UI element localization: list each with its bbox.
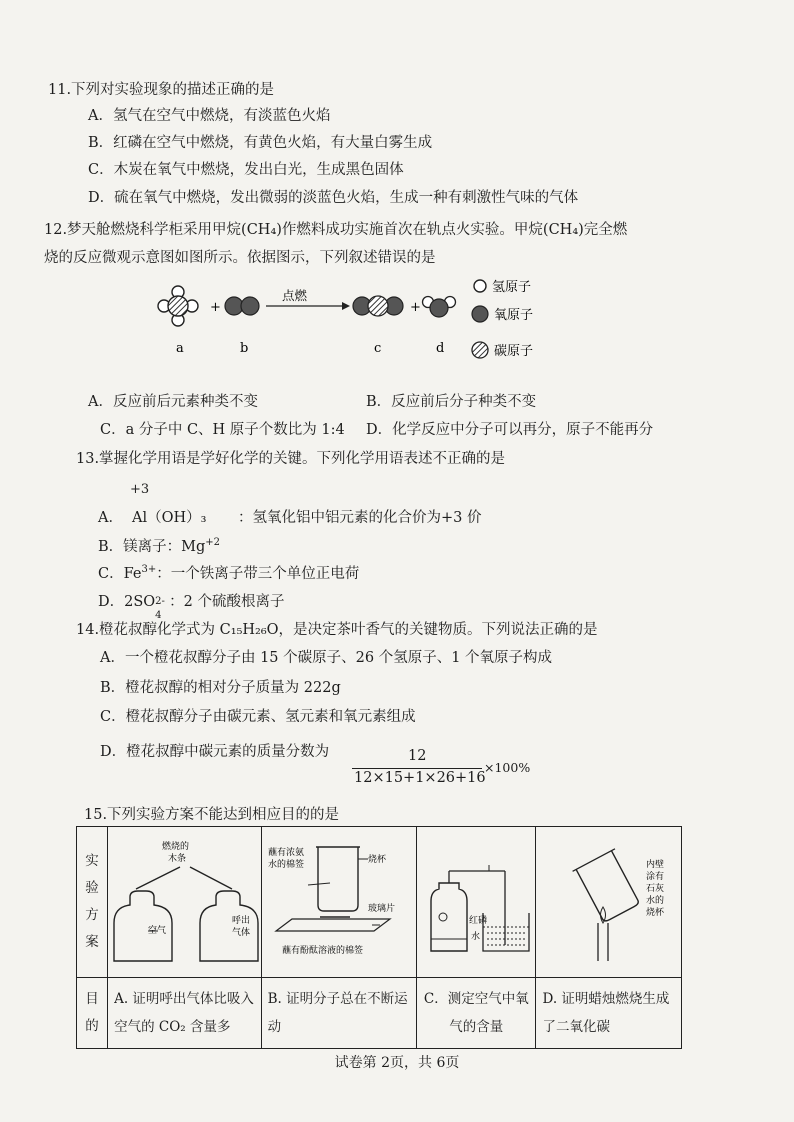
q11-option-b: B．红磷在空气中燃烧，有黄色火焰，有大量白雾生成 [88, 135, 433, 151]
purpose-d: D. 证明蜡烛燃烧生成了二氧化碳 [536, 978, 682, 1049]
q13-option-a-formula: Al（OH）₃ [132, 510, 207, 526]
label-phenolphthalein-swab: 蘸有酚酞溶液的棉签 [281, 946, 363, 956]
q14-stem: 14.橙花叔醇化学式为 C₁₅H₂₆O，是决定茶叶香气的关键物质。下列说法正确的是 [76, 622, 598, 638]
label-air: 空气 [148, 926, 167, 936]
q14-fraction-suffix: ×100% [484, 760, 531, 775]
label-red-phosphorus: 红磷 [469, 916, 488, 926]
label-d: d [436, 341, 445, 356]
label-coated: 涂有 [646, 872, 665, 882]
scheme-a-cell [108, 827, 262, 978]
label-inner-wall: 内壁 [646, 860, 665, 870]
scheme-d-cell [536, 827, 682, 978]
label-limewater: 石灰 [646, 884, 665, 894]
label-beaker-d: 烧杯 [646, 908, 665, 918]
q13-option-c-text1: C．Fe [98, 566, 142, 582]
q13-option-d-sub: 4 [155, 610, 162, 621]
q13-option-d-charge: 2- [155, 596, 165, 607]
q13-option-b [98, 535, 220, 556]
plus-sign-2: + [410, 300, 421, 315]
molecule-d [423, 297, 456, 318]
row-head-char: 案 [85, 934, 99, 950]
scheme-c-cell [417, 827, 536, 978]
molecule-b [225, 297, 259, 315]
legend-oxygen: 氧原子 [494, 308, 534, 323]
q14-option-b: B．橙花叔醇的相对分子质量为 222g [100, 680, 341, 696]
q13-option-a-letter: A． [98, 510, 123, 526]
table-row [77, 827, 682, 978]
label-burning: 燃烧的 [162, 842, 190, 852]
row-head-char: 验 [85, 880, 99, 896]
label-gas: 气体 [232, 928, 251, 938]
purpose-b: B. 证明分子总在不断运动 [261, 978, 417, 1049]
q13-option-d [98, 590, 285, 621]
q13-option-b-text: B．镁离子：Mg [98, 539, 206, 555]
q14-option-a: A．一个橙花叔醇分子由 15 个碳原子、26 个氢原子、1 个氧原子构成 [100, 650, 553, 666]
q14-fraction-bar [352, 768, 482, 769]
arrow-condition: 点燃 [282, 288, 308, 303]
q13-option-b-charge: +2 [205, 537, 221, 548]
legend [472, 280, 533, 359]
q11-stem: 11.下列对实验现象的描述正确的是 [48, 82, 275, 98]
phosphorus-oxygen-diagram [417, 827, 535, 977]
q12-option-d: D．化学反应中分子可以再分，原子不能再分 [366, 422, 654, 438]
q11-option-a: A．氢气在空气中燃烧，有淡蓝色火焰 [88, 108, 331, 124]
legend-carbon: 碳原子 [494, 344, 534, 359]
q13-option-c-charge: 3+ [141, 564, 157, 575]
ammonia-diffusion-diagram [262, 827, 416, 977]
q12-option-a: A．反应前后元素种类不变 [88, 394, 258, 410]
q13-option-c-text2: ：一个铁离子带三个单位正电荷 [156, 566, 360, 582]
table-row [77, 978, 682, 1049]
label-of: 水的 [646, 896, 665, 906]
row-head-purpose [77, 978, 108, 1049]
row-head-char: 实 [85, 853, 99, 869]
row-head-char: 目 [85, 991, 99, 1007]
molecule-a [158, 286, 198, 326]
row-head-char: 方 [85, 907, 99, 923]
q14-fraction-numerator: 12 [408, 748, 427, 764]
label-cotton: 水的棉签 [267, 860, 304, 870]
label-a: a [176, 341, 184, 356]
q13-valence-mark: +3 [130, 482, 150, 497]
page-footer: 试卷第 2页，共 6页 [334, 1055, 460, 1071]
label-b: b [240, 341, 249, 356]
q13-option-d-text2: ：2 个硫酸根离子 [169, 594, 285, 610]
reaction-diagram [150, 278, 610, 368]
plus-sign-1: + [210, 300, 221, 315]
q14-option-d: D．橙花叔醇中碳元素的质量分数为 [100, 744, 330, 760]
q11-option-c: C．木炭在氧气中燃烧，发出白光，生成黑色固体 [88, 162, 404, 178]
q13-option-a-desc: ：氢氧化铝中铝元素的化合价为+3 价 [238, 510, 482, 526]
label-ammonia-swab: 蘸有浓氨 [267, 848, 304, 858]
breath-bottles-diagram [108, 827, 260, 977]
experiment-table [76, 826, 682, 1049]
row-head-char: 的 [85, 1018, 99, 1034]
label-exhaled: 呼出 [232, 916, 251, 926]
q14-fraction-denominator: 12×15+1×26+16 [354, 770, 486, 786]
purpose-a: A. 证明呼出气体比吸入空气的 CO₂ 含量多 [108, 978, 262, 1049]
q13-option-c [98, 562, 359, 583]
q12-stem-line2: 烧的反应微观示意图如图所示。依据图示，下列叙述错误的是 [44, 250, 436, 266]
label-stick: 木条 [168, 854, 187, 864]
scheme-b-cell [261, 827, 417, 978]
q12-option-c: C．a 分子中 C、H 原子个数比为 1:4 [100, 422, 345, 438]
label-c: c [374, 341, 382, 356]
purpose-c: C．测定空气中氧气的含量 [417, 978, 536, 1049]
label-beaker: 烧杯 [367, 855, 386, 865]
q13-option-d-text1: D．2SO [98, 594, 156, 610]
legend-hydrogen: 氢原子 [492, 280, 532, 295]
q15-stem: 15.下列实验方案不能达到相应目的的是 [84, 807, 340, 823]
q12-stem-line1: 12.梦天舱燃烧科学柜采用甲烷(CH₄)作燃料成功实施首次在轨点火实验。甲烷(CH₄)完全燃 [44, 222, 628, 238]
row-head-scheme [77, 827, 108, 978]
candle-beaker-diagram [536, 827, 680, 977]
q14-option-c: C．橙花叔醇分子由碳元素、氢元素和氧元素组成 [100, 709, 416, 725]
q13-stem: 13.掌握化学用语是学好化学的关键。下列化学用语表述不正确的是 [76, 451, 506, 467]
molecule-c [353, 296, 403, 316]
label-water: 水 [471, 932, 481, 942]
q12-option-b: B．反应前后分子种类不变 [366, 394, 537, 410]
q11-option-d: D．硫在氧气中燃烧，发出微弱的淡蓝色火焰，生成一种有刺激性气味的气体 [88, 190, 579, 206]
label-glass-plate: 玻璃片 [367, 904, 395, 914]
